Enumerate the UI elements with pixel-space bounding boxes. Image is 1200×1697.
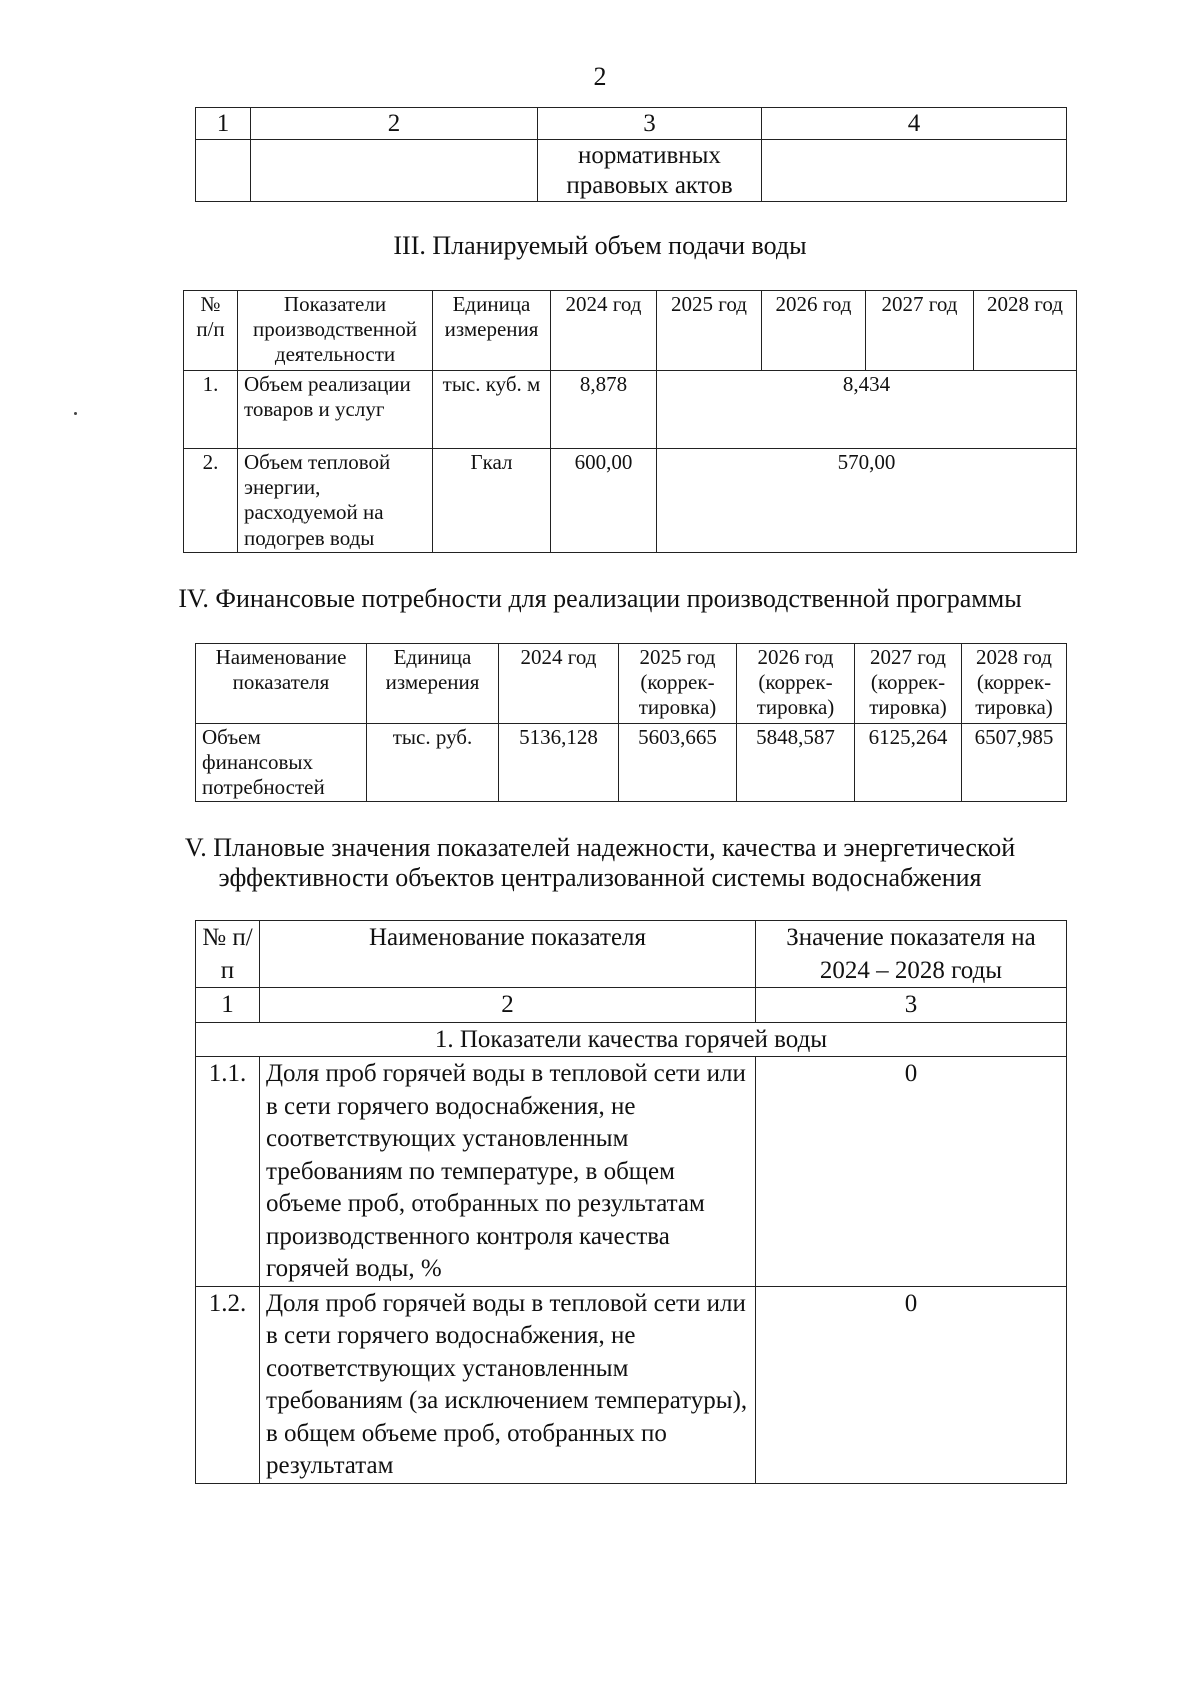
section-4-title: IV. Финансовые потребности для реализации производственной программы bbox=[178, 584, 1022, 613]
header-cell: 2025 год (коррек-тировка) bbox=[619, 644, 737, 724]
header-cell: № п/п bbox=[196, 921, 260, 988]
value-2025-2028: 570,00 bbox=[657, 449, 1077, 553]
header-cell: 2026 год (коррек-тировка) bbox=[737, 644, 855, 724]
header-cell: 2027 год bbox=[866, 291, 974, 371]
indicator-name: Объем тепловой энергии, расходуемой на подогрев воды bbox=[238, 449, 433, 553]
value-cell: 5848,587 bbox=[737, 724, 855, 802]
header-cell: 2027 год (коррек-тировка) bbox=[855, 644, 962, 724]
table-cell: нормативных правовых актов bbox=[538, 140, 762, 202]
header-cell: Значение показателя на 2024 – 2028 годы bbox=[756, 921, 1067, 988]
numbering-cell: 3 bbox=[756, 988, 1067, 1023]
header-cell: 2026 год bbox=[762, 291, 866, 371]
numbering-cell: 1 bbox=[196, 988, 260, 1023]
table-cell bbox=[762, 140, 1067, 202]
table-row bbox=[196, 724, 1067, 802]
header-cell: Единица измерения bbox=[367, 644, 499, 724]
table-row bbox=[184, 449, 1077, 553]
row-number: 1.1. bbox=[196, 1057, 260, 1287]
indicator-name: Доля проб горячей воды в тепловой сети или в сети горячего водоснабжения, не соответствующих установленным требованиям (за исключением температуры), в общем объеме проб, отобранных по результатам bbox=[260, 1286, 756, 1483]
unit-cell: тыс. куб. м bbox=[433, 371, 551, 449]
table-cell: 1 bbox=[196, 108, 251, 140]
header-cell: № п/п bbox=[184, 291, 238, 371]
header-cell: 2024 год bbox=[499, 644, 619, 724]
table-row bbox=[196, 1057, 1067, 1287]
table-cell: 3 bbox=[538, 108, 762, 140]
value-cell: 6125,264 bbox=[855, 724, 962, 802]
indicator-value: 0 bbox=[756, 1286, 1067, 1483]
table-cell: 2 bbox=[251, 108, 538, 140]
numbering-cell: 2 bbox=[260, 988, 756, 1023]
indicator-name: Объем реализации товаров и услуг bbox=[238, 371, 433, 449]
section-5-title-line-1: V. Плановые значения показателей надежности, качества и энергетической bbox=[184, 833, 1016, 862]
value-cell: 6507,985 bbox=[962, 724, 1067, 802]
row-number: 1. bbox=[184, 371, 238, 449]
value-2024: 600,00 bbox=[551, 449, 657, 553]
value-cell: 5136,128 bbox=[499, 724, 619, 802]
header-cell: Наименование показателя bbox=[260, 921, 756, 988]
financial-needs-table bbox=[195, 643, 1067, 802]
table-cell bbox=[196, 140, 251, 202]
page-number: 2 bbox=[593, 62, 607, 91]
header-cell: 2028 год (коррек-тировка) bbox=[962, 644, 1067, 724]
header-cell: 2028 год bbox=[974, 291, 1077, 371]
continuation-table bbox=[195, 107, 1067, 202]
indicator-value: 0 bbox=[756, 1057, 1067, 1287]
water-supply-table bbox=[183, 290, 1077, 553]
header-cell: 2025 год bbox=[657, 291, 762, 371]
value-2024: 8,878 bbox=[551, 371, 657, 449]
section-3-title: III. Планируемый объем подачи воды bbox=[393, 231, 807, 260]
header-cell: 2024 год bbox=[551, 291, 657, 371]
header-cell: Показатели производственной деятельности bbox=[238, 291, 433, 371]
unit-cell: тыс. руб. bbox=[367, 724, 499, 802]
reliability-indicators-table bbox=[195, 920, 1067, 1484]
row-number: 2. bbox=[184, 449, 238, 553]
table-row bbox=[196, 1286, 1067, 1483]
indicator-name: Объем финансовых потребностей bbox=[196, 724, 367, 802]
table-cell bbox=[251, 140, 538, 202]
group-heading: 1. Показатели качества горячей воды bbox=[196, 1022, 1067, 1057]
table-row bbox=[184, 371, 1077, 449]
indicator-name: Доля проб горячей воды в тепловой сети или в сети горячего водоснабжения, не соответствующих установленным требованиям по температуре, в общем объеме проб, отобранных по результатам производственного контроля качества горячей воды, % bbox=[260, 1057, 756, 1287]
scan-speck bbox=[74, 412, 77, 415]
header-cell: Наименование показателя bbox=[196, 644, 367, 724]
value-2025-2028: 8,434 bbox=[657, 371, 1077, 449]
section-5-title-line-2: эффективности объектов централизованной системы водоснабжения bbox=[218, 863, 982, 892]
table-cell: 4 bbox=[762, 108, 1067, 140]
row-number: 1.2. bbox=[196, 1286, 260, 1483]
header-cell: Единица измерения bbox=[433, 291, 551, 371]
unit-cell: Гкал bbox=[433, 449, 551, 553]
value-cell: 5603,665 bbox=[619, 724, 737, 802]
